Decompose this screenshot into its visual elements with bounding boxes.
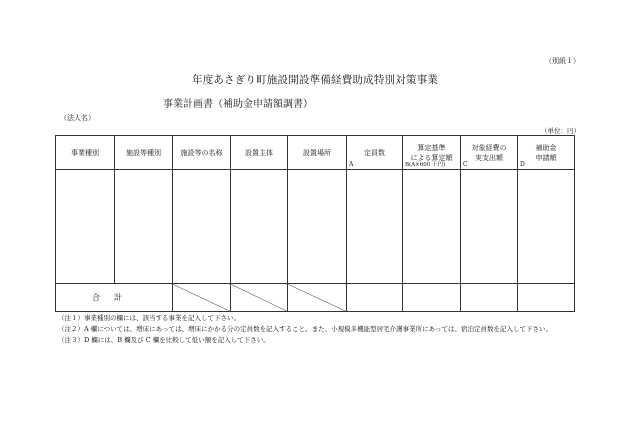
corporation-name-label: （法人名） <box>60 114 95 122</box>
total-facility-name-disabled <box>173 284 231 312</box>
application-table <box>55 135 575 312</box>
col-actual-expense-sub: C <box>463 161 468 168</box>
total-actual-expense[interactable] <box>461 284 518 312</box>
header-row <box>56 136 575 170</box>
total-subsidy-request[interactable] <box>518 284 575 312</box>
cell-facility-type[interactable] <box>115 170 173 284</box>
col-standard-amount-sub: B(A×600 千円) <box>405 162 446 168</box>
cell-business-type[interactable] <box>56 170 115 284</box>
col-facility-name: 施設等の名称 <box>173 136 231 170</box>
total-label: 合計 <box>56 284 173 312</box>
unit-label: （単位：円） <box>541 127 580 135</box>
page-subtitle: 事業計画書（補助金申請額調書） <box>163 99 313 110</box>
total-establisher-disabled <box>231 284 288 312</box>
cell-establisher[interactable] <box>231 170 288 284</box>
col-standard-amount: 算定基準 による算定額 B(A×600 千円) <box>403 136 461 170</box>
col-business-type: 事業種別 <box>56 136 115 170</box>
col-capacity: 定員数 A <box>347 136 403 170</box>
total-location-disabled <box>288 284 347 312</box>
document-id: （別紙１） <box>545 57 580 65</box>
total-standard-amount[interactable] <box>403 284 461 312</box>
col-facility-type: 施設等種別 <box>115 136 173 170</box>
col-capacity-sub: A <box>349 161 354 168</box>
cell-facility-name[interactable] <box>173 170 231 284</box>
col-actual-expense: 対象経費の 実支出額 C <box>461 136 518 170</box>
cell-standard-amount[interactable] <box>403 170 461 284</box>
cell-subsidy-request[interactable] <box>518 170 575 284</box>
note-3: （注３）D 欄には、B 欄及び C 欄を比較して低い額を記入して下さい。 <box>58 336 270 344</box>
col-location: 設置場所 <box>288 136 347 170</box>
col-establisher: 設置主体 <box>231 136 288 170</box>
note-1: （注１）事業種別の欄には、該当する事業を記入して下さい。 <box>58 314 240 322</box>
col-subsidy-request: 補助金 申請額 D <box>518 136 575 170</box>
total-capacity[interactable] <box>347 284 403 312</box>
entry-row <box>56 170 575 284</box>
cell-actual-expense[interactable] <box>461 170 518 284</box>
note-2: （注２）A 欄については、増床にあっては、増床にかかる分の定員数を記入すること。また、小規模多機能型居宅介護事業所にあっては、宿泊定員数を記入して下さい。 <box>58 325 553 333</box>
total-row <box>56 284 575 312</box>
page-title: 年度あさぎり町施設開設準備経費助成特別対策事業 <box>191 74 439 86</box>
cell-capacity[interactable] <box>347 170 403 284</box>
cell-location[interactable] <box>288 170 347 284</box>
col-subsidy-request-sub: D <box>520 161 525 168</box>
